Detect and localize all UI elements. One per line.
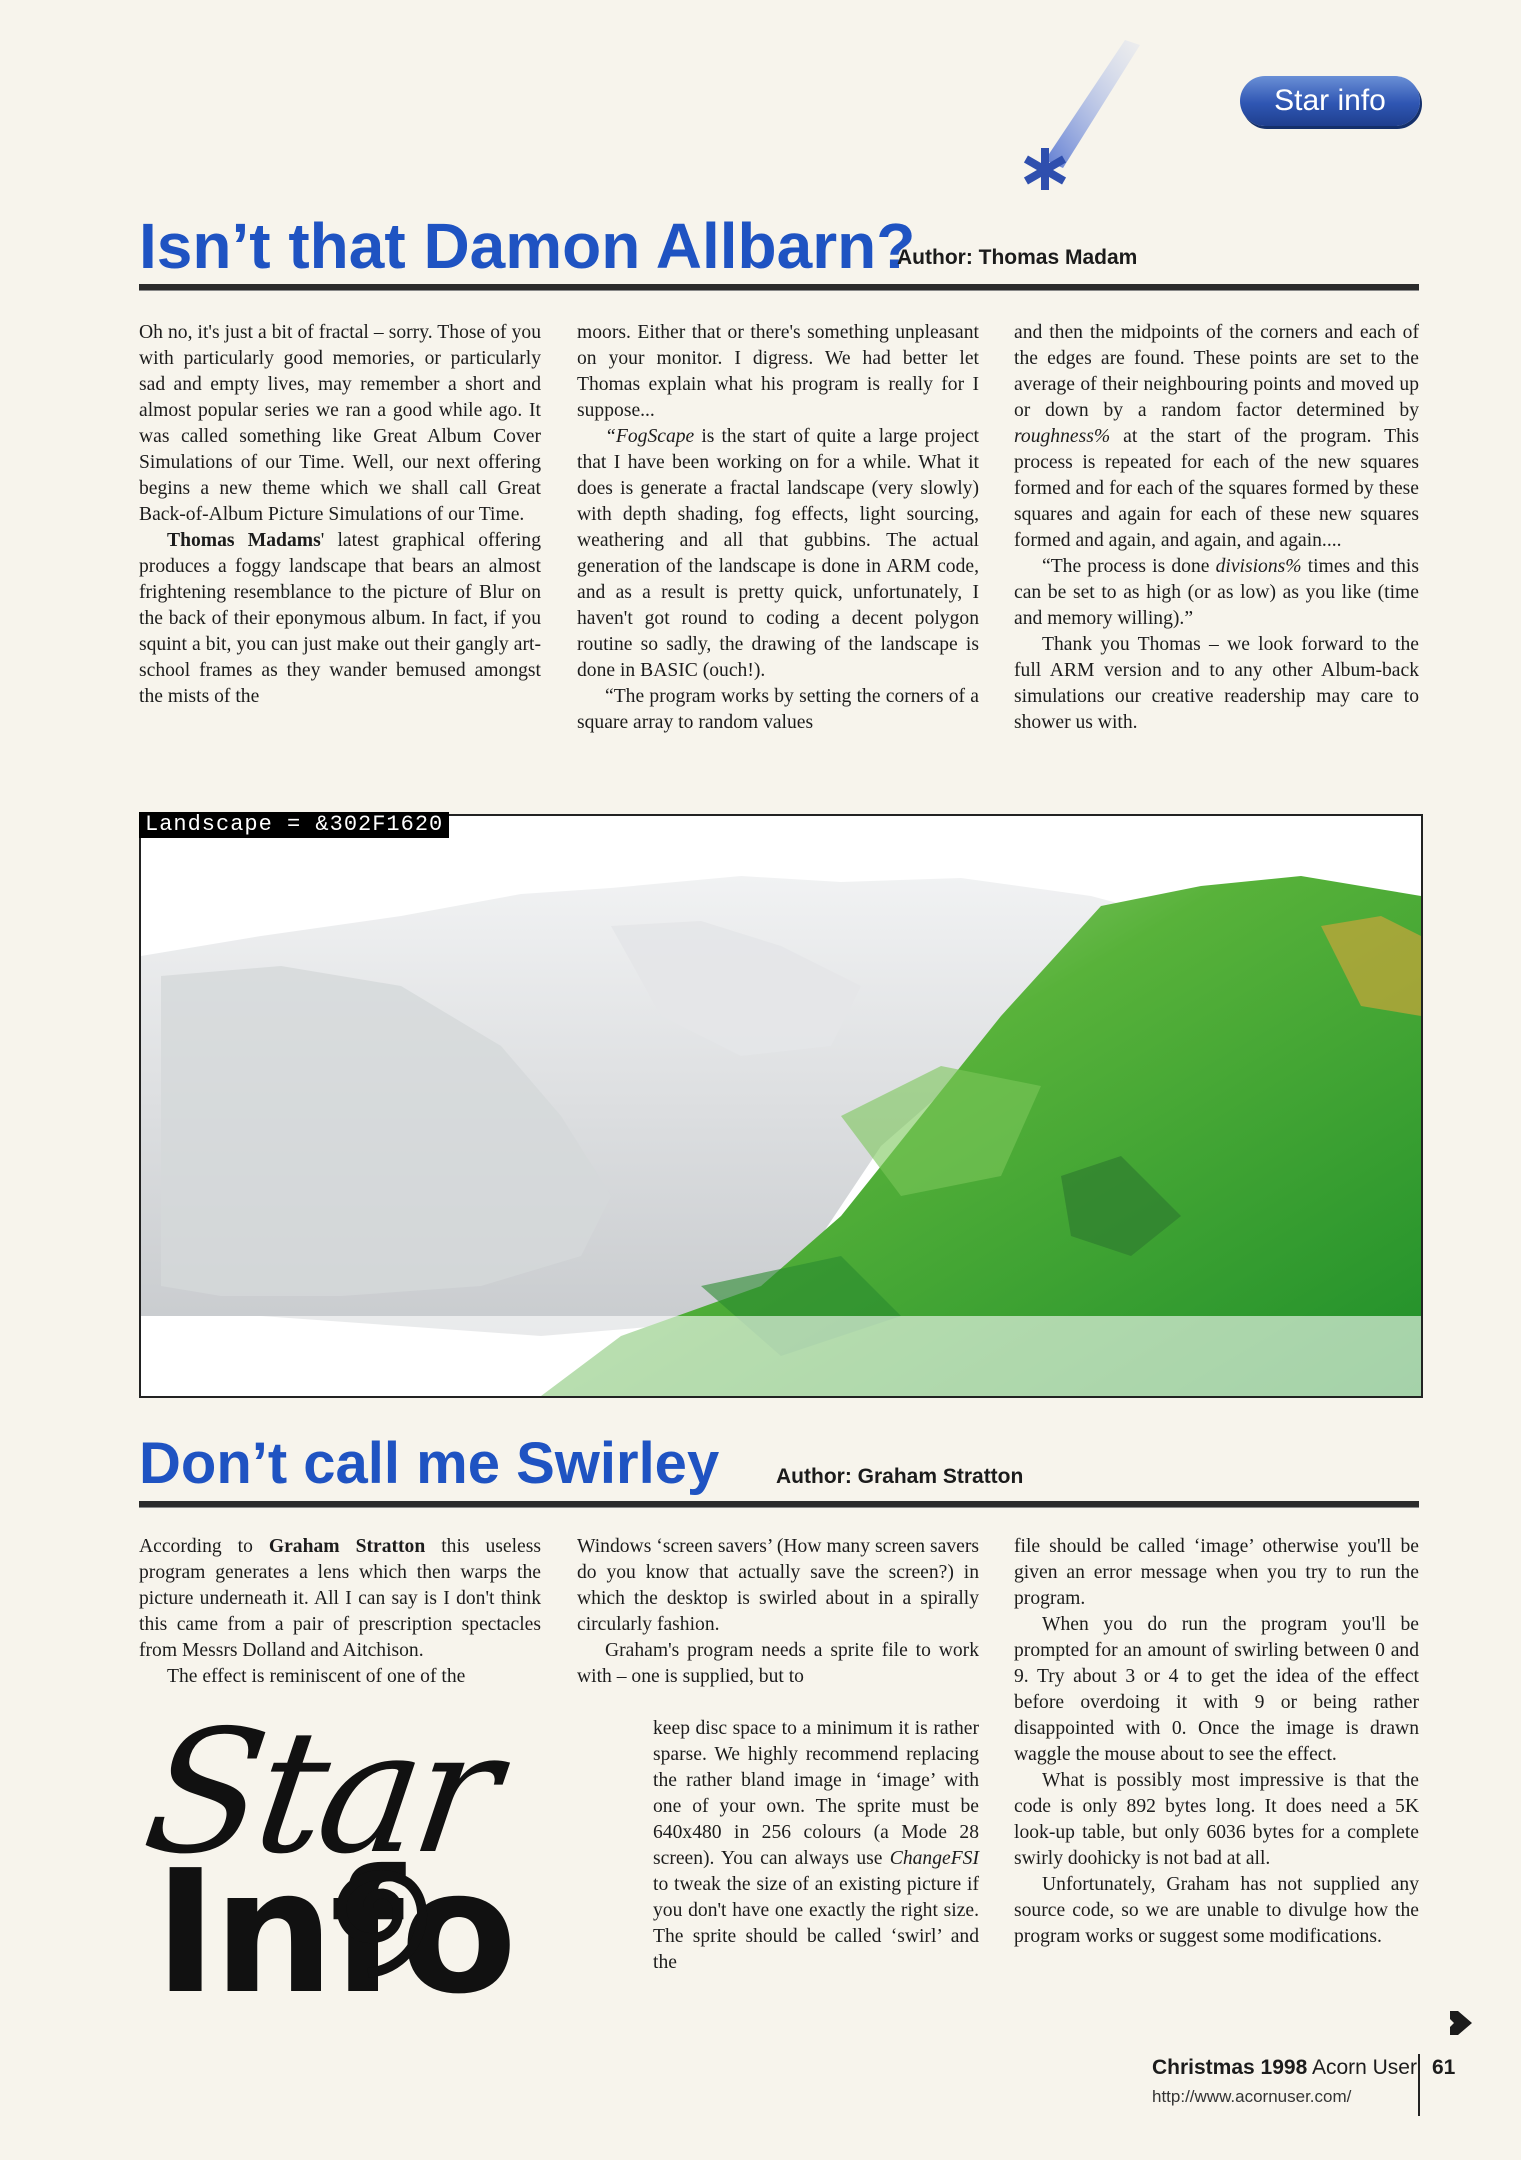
variable-name: roughness%: [1014, 426, 1111, 447]
paragraph: moors. Either that or there's something unpleasant on your monitor. I digress. We had better let Thomas explain what his program is really for I suppose...: [577, 322, 979, 421]
paragraph-text: is the start of quite a large project that I have been working on for a while. What it does is generate a fractal landscape (very slowly) with depth shading, fog effects, light sourcing, weathering and all that gubbins. The actual generation of the landscape is done in ARM code, and as a result is pretty quick, unfortunately, I haven't got round to coding a decent polygon routine so sadly, the drawing of the landscape is done in BASIC (ouch!).: [577, 426, 979, 681]
headline-rule: [139, 284, 1419, 291]
paragraph: [1014, 320, 1419, 554]
program-name: “FogScape: [605, 426, 695, 447]
paragraph: [1014, 554, 1419, 632]
paragraph: When you do run the program you'll be prompted for an amount of swirling between 0 and 9. Try about 3 or 4 to get the idea of the effect before overdoing it with 9 or being rather disappointed with 0. Once the image is drawn waggle the mouse about to see the effect.: [1014, 1614, 1419, 1765]
byline-name: Graham Stratton: [268, 1536, 426, 1557]
paragraph-text: “The process is done: [1042, 556, 1216, 577]
paragraph: [139, 1534, 541, 1664]
article1-column-2: [577, 320, 979, 736]
headline-rule: [139, 1501, 1419, 1508]
article1-column-1: [139, 320, 541, 710]
paragraph-text: and then the midpoints of the corners and each of the edges are found. These points are set to the average of their neighbouring points and moved up or down by a random factor determined by: [1014, 322, 1419, 421]
article2-column-1: [139, 1534, 541, 1690]
byline-name: Thomas Madams: [167, 530, 321, 551]
paragraph: The effect is reminiscent of one of the: [167, 1666, 466, 1687]
logo-word-info: Info: [154, 1834, 514, 2032]
paragraph: Graham's program needs a sprite file to work with – one is supplied, but to: [577, 1640, 979, 1687]
paragraph: What is possibly most impressive is that the code is only 892 bytes long. It does need a 5K look-up table, but only 6036 bytes for a complete swirly doohicky is not bad at all.: [1014, 1770, 1419, 1869]
article-title: Isn’t that Damon Allbarn?: [139, 210, 916, 282]
paragraph: [139, 528, 541, 710]
landscape-label: Landscape = &302F1620: [139, 812, 449, 838]
paragraph: Unfortunately, Graham has not supplied any source code, so we are unable to divulge how the program works or suggest some modifications.: [1014, 1874, 1419, 1947]
fractal-landscape-image: [141, 816, 1421, 1396]
paragraph: Oh no, it's just a bit of fractal – sorry. Those of you with particularly good memories, or particularly sad and empty lives, may remember a short and almost popular series we ran a good while ago. It was called something like Great Album Cover Simulations of our Time. Well, our next offering begins a new theme which we shall call Great Back-of-Album Picture Simulations of our Time.: [139, 322, 541, 525]
paragraph-text: keep disc space to a minimum it is rather sparse. We highly recommend replacing the rather bland image in ‘image’ with one of your own. The sprite must be 640x480 in 256 colours (a Mode 28 screen). You can always use: [653, 1718, 979, 1869]
article2-column-2-wrap: [653, 1716, 979, 1976]
paragraph-text: ' latest graphical offering produces a foggy landscape that bears an almost frightening resemblance to the picture of Blur on the back of their eponymous album. In fact, if you squint a bit, you can just make out their gangly art-school frames as they wander bemused amongst the mists of the: [139, 530, 541, 707]
paragraph-text: to tweak the size of an existing picture if you don't have one exactly the right size. The sprite should be called ‘swirl’ and the: [653, 1874, 979, 1973]
page-number: 61: [1432, 2056, 1456, 2079]
paragraph: Windows ‘screen savers’ (How many screen savers do you know that actually save the screen?) in which the desktop is swirled about in a spirally circularly fashion.: [577, 1536, 979, 1635]
footer-issue: Christmas 1998: [1152, 2056, 1308, 2079]
article2-column-2: [577, 1534, 979, 1690]
paragraph: Thank you Thomas – we look forward to the full ARM version and to any other Album-back simulations our creative readership may care to shower us with.: [1014, 634, 1419, 733]
footer-issue-line: [1152, 2055, 1417, 2081]
program-name: ChangeFSI: [889, 1848, 979, 1869]
star-info-logo: [134, 1694, 648, 2038]
landscape-screenshot: [139, 814, 1423, 1398]
variable-name: divisions%: [1215, 556, 1302, 577]
footer-url: http://www.acornuser.com/: [1152, 2087, 1352, 2106]
article2-column-3: [1014, 1534, 1419, 1950]
footer-magazine: Acorn User: [1311, 2056, 1417, 2079]
footer-divider: [1418, 2054, 1420, 2116]
paragraph: file should be called ‘image’ otherwise you'll be given an error message when you try to run the program.: [1014, 1536, 1419, 1609]
paragraph: [577, 424, 979, 684]
continue-arrow-icon: [1448, 2005, 1474, 2041]
article2-author: Author: Graham Stratton: [776, 1465, 1024, 1488]
logo-word-star: Star: [134, 1694, 506, 1892]
article2-title: Don’t call me Swirley: [139, 1431, 720, 1496]
paragraph-text: times and this can be set to as high (or as low) as you like (time and memory willing).”: [1014, 556, 1419, 629]
paragraph: [653, 1716, 979, 1976]
paragraph-text: at the start of the program. This process is repeated for each of the new squares formed and for each of the squares formed by these squares and again for each of these new squares formed and again, and again, and again....: [1014, 426, 1419, 551]
article-author: Author: Thomas Madam: [897, 246, 1138, 269]
comet-star-icon: [1005, 40, 1145, 190]
swirl-icon: [298, 1828, 438, 1988]
paragraph: “The program works by setting the corners of a square array to random values: [577, 686, 979, 733]
paragraph-text: According to: [139, 1536, 269, 1557]
article1-column-3: [1014, 320, 1419, 736]
star-info-badge-label: Star info: [1274, 84, 1386, 117]
star-info-badge: [1240, 76, 1420, 126]
paragraph-text: this useless program generates a lens which then warps the picture underneath it. All I can say is I don't think this came from a pair of prescription spectacles from Messrs Dolland and Aitchison.: [139, 1536, 541, 1661]
